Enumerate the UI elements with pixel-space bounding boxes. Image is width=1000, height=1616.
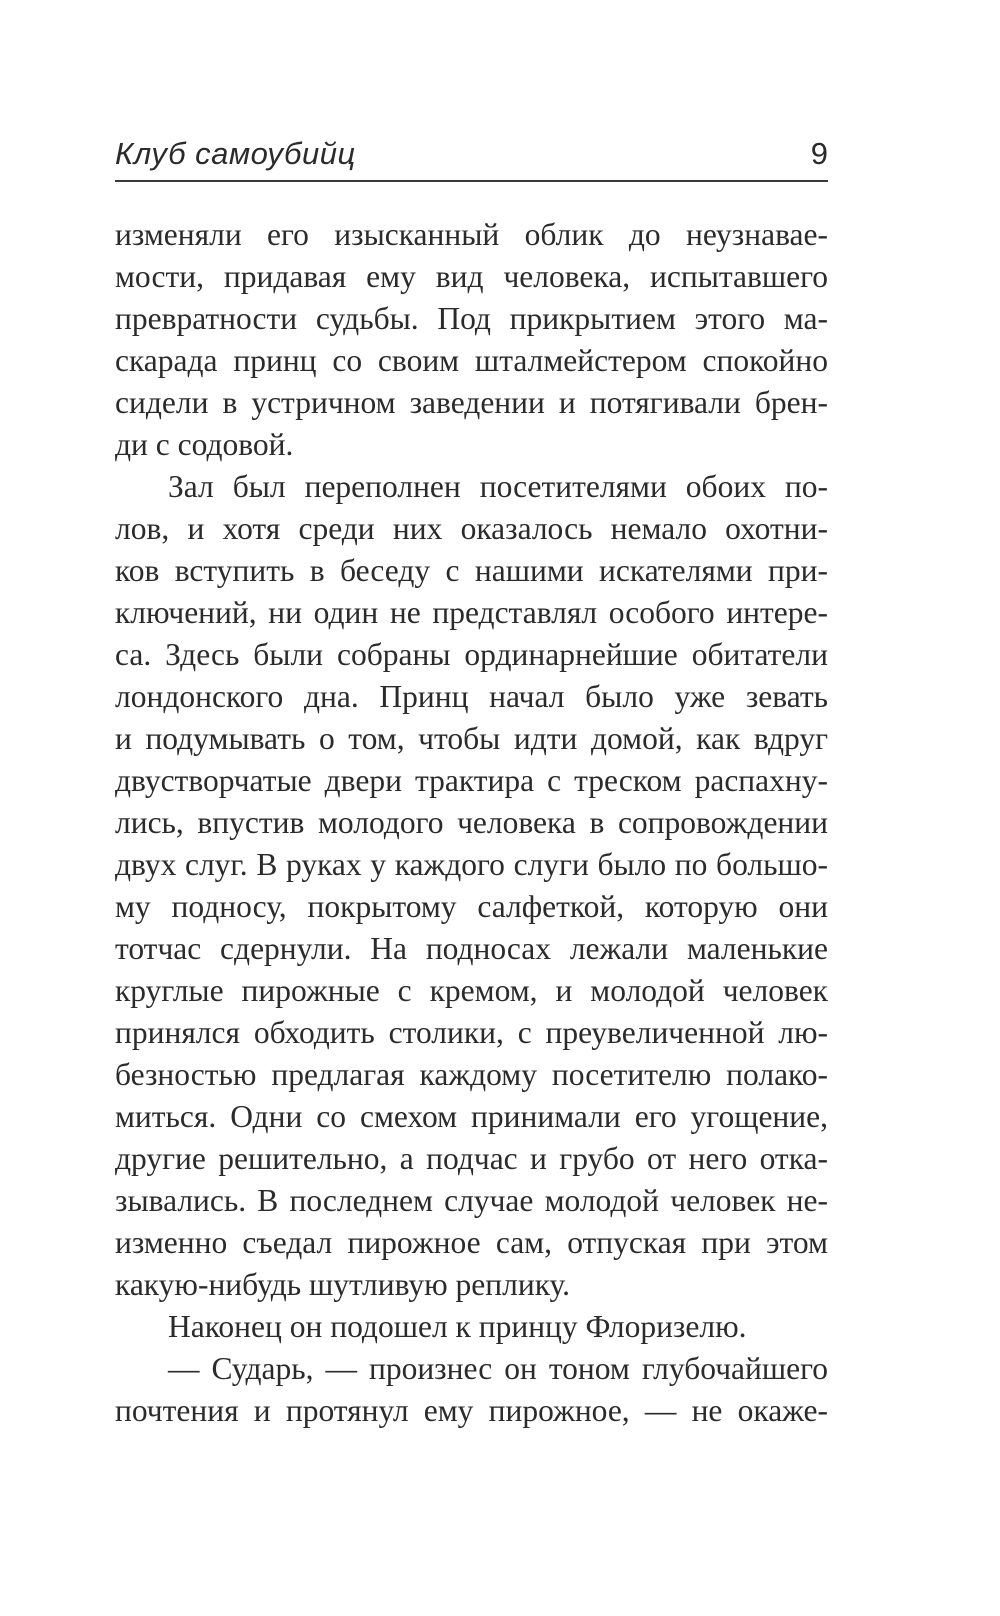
text-line: почтения и протянул ему пирожное, — не окаже- xyxy=(115,1393,828,1428)
text-line: зывались. В последнем случае молодой человек не- xyxy=(115,1183,828,1218)
text-line: Наконец он подошел к принцу Флоризелю. xyxy=(168,1309,747,1344)
text-line: тотчас сдернули. На подносах лежали маленькие xyxy=(115,931,828,966)
running-title: Клуб самоубийц xyxy=(115,136,356,171)
text-line: безностью предлагая каждому посетителю полако- xyxy=(115,1057,828,1092)
text-line: двустворчатые двери трактира с треском распахну- xyxy=(115,763,828,798)
page-number: 9 xyxy=(810,136,828,171)
text-line: лись, впустив молодого человека в сопровождении xyxy=(115,805,828,840)
page-header xyxy=(115,128,828,182)
text-line: миться. Одни со смехом принимали его угощение, xyxy=(115,1099,828,1134)
text-line: Зал был переполнен посетителями обоих по- xyxy=(168,469,828,504)
text-line: изменно съедал пирожное сам, отпуская при этом xyxy=(115,1225,828,1260)
text-line: — Сударь, — произнес он тоном глубочайшего xyxy=(168,1351,828,1386)
body-text xyxy=(115,214,828,1432)
text-line: превратности судьбы. Под прикрытием этого ма- xyxy=(115,301,828,336)
text-line: скарада принц со своим шталмейстером спокойно xyxy=(115,343,828,378)
text-line: ков вступить в беседу с нашими искателями при- xyxy=(115,553,828,588)
text-line: изменяли его изысканный облик до неузнавае- xyxy=(115,217,828,252)
text-line: са. Здесь были собраны ординарнейшие обитатели xyxy=(115,637,828,672)
text-line: и подумывать о том, чтобы идти домой, как вдруг xyxy=(115,721,828,756)
text-line: другие решительно, а подчас и грубо от него отка- xyxy=(115,1141,828,1176)
text-line: лов, и хотя среди них оказалось немало охотни- xyxy=(115,511,828,546)
text-line: ди с содовой. xyxy=(115,427,294,462)
text-line: принялся обходить столики, с преувеличенной лю- xyxy=(115,1015,828,1050)
text-line: лондонского дна. Принц начал было уже зевать xyxy=(115,679,828,714)
text-line: сидели в устричном заведении и потягивали брен- xyxy=(115,385,828,420)
text-line: круглые пирожные с кремом, и молодой человек xyxy=(115,973,828,1008)
text-line: му подносу, покрытому салфеткой, которую они xyxy=(115,889,828,924)
text-line: мости, придавая ему вид человека, испытавшего xyxy=(115,259,828,294)
text-line: двух слуг. В руках у каждого слуги было по большо- xyxy=(115,847,828,882)
text-line: ключений, ни один не представлял особого интере- xyxy=(115,595,828,630)
text-line: какую-нибудь шутливую реплику. xyxy=(115,1267,571,1302)
